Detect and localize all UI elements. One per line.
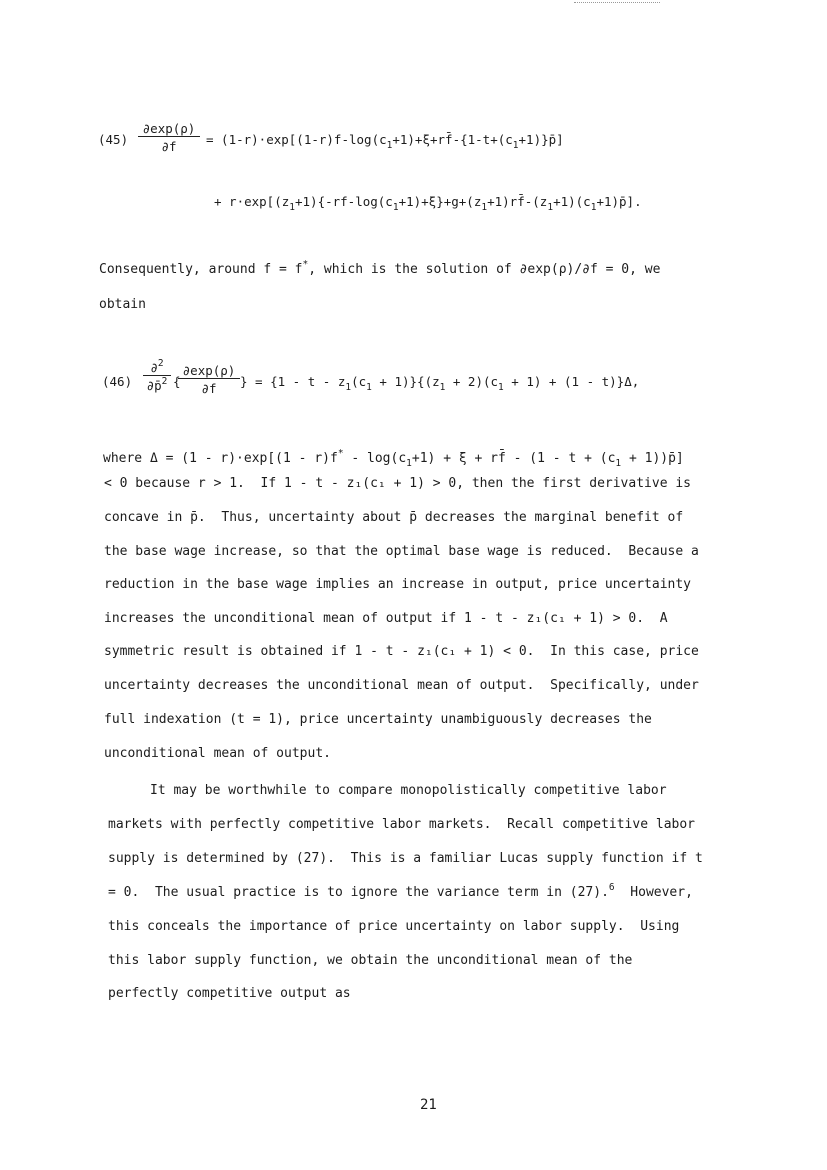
equation-number: (45) [98,132,129,147]
paragraph-line: reduction in the base wage implies an increase in output, price uncertainty [104,577,691,592]
paragraph-line: this labor supply function, we obtain the unconditional mean of the [108,953,633,968]
fraction-denominator: ∂p̄$^2$ [146,376,168,393]
equation-line: = $(1-r)\cdot\exp[(1-r)f-\log(c_1+1)+\xi+rf̄-\{1-t+(c_1+1)\}p̄]$ [206,132,564,151]
paragraph-line: markets with perfectly competitive labor markets. Recall competitive labor [108,817,695,832]
paragraph-line: concave in p̄. Thus, uncertainty about p̄ decreases the marginal benefit of [104,510,684,525]
paragraph [108,783,768,1013]
equation-line: + $r\cdot\exp[(z_1+1)\{-rf-\log(c_1+1)+\xi\}+g+(z_1+1)rf̄-(z_1+1)(c_1+1)p̄]$. [214,194,642,213]
fraction-numerator: ∂exp(ρ) [178,363,240,379]
page-number: 21 [420,1097,437,1113]
paragraph-line: perfectly competitive output as [108,986,351,1001]
scan-artifact [574,2,660,4]
paragraph-line: supply is determined by (27). This is a familiar Lucas supply function if t [108,851,703,866]
paragraph [104,476,754,776]
footnote-marker: 6 [608,882,615,893]
paragraph-line: Consequently, around f = f*, which is the solution of ∂exp(ρ)/∂f = 0, we [99,259,661,277]
paragraph-line: unconditional mean of output. [104,746,331,761]
paragraph-line: uncertainty decreases the unconditional mean of output. Specifically, under [104,678,699,693]
paragraph-line: symmetric result is obtained if 1 - t - z₁(c₁ + 1) < 0. In this case, price [104,644,699,659]
equation-number: (46) [102,374,133,389]
paragraph-line: where $\Delta = (1 - r)\cdot\exp[(1 - r)f^* - \log(c_1+1) + \xi$ + rf̄ - ($1 - t + (c_1$ + 1))p̄] [103,448,684,469]
paragraph-line: increases the unconditional mean of output if 1 - t - z₁(c₁ + 1) > 0. A [104,611,668,626]
paragraph-line: obtain [99,297,146,312]
fraction-numerator: ∂$^2$ [150,358,164,375]
fraction-numerator: ∂exp(ρ) [138,121,200,137]
paragraph-line: It may be worthwhile to compare monopolistically competitive labor [150,783,667,798]
fraction [138,121,200,154]
fraction [178,363,240,396]
paragraph-line: < 0 because r > 1. If 1 - t - z₁(c₁ + 1) > 0, then the first derivative is [104,476,691,491]
equation-line: } = $\{1 - t - z_1(c_1 + 1)\}\{(z_1 + 2)(c_1 + 1) + (1 - t)\}\Delta$, [240,374,640,393]
paragraph-line: = 0. The usual practice is to ignore the variance term in (27).$^6$ However, [108,882,693,900]
fraction-denominator: ∂f [201,381,217,396]
fraction-denominator: ∂f [161,139,177,154]
fraction [140,360,174,393]
paragraph-line: the base wage increase, so that the optimal base wage is reduced. Because a [104,544,699,559]
paragraph-line: this conceals the importance of price uncertainty on labor supply. Using [108,919,680,934]
paragraph-line: full indexation (t = 1), price uncertainty unambiguously decreases the [104,712,652,727]
brace: { [173,374,181,389]
